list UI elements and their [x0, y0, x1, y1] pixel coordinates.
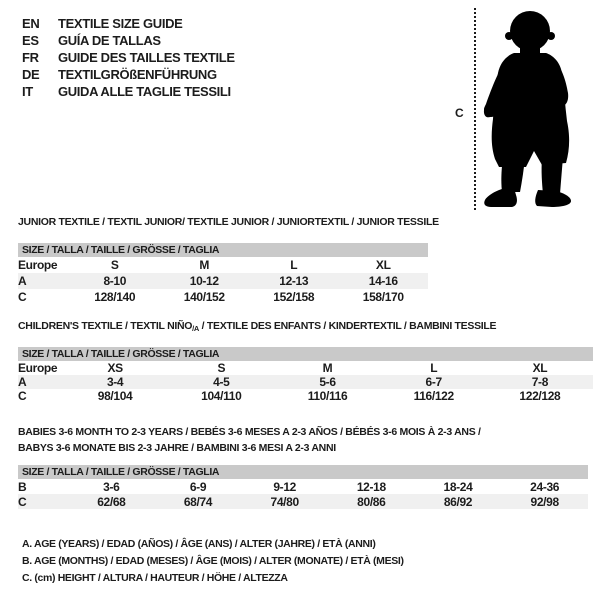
table-cell: 10-12 — [189, 274, 219, 288]
legend-line: A. AGE (YEARS) / EDAD (AÑOS) / ÂGE (ANS) / ALTER (JAHRE) / ETÀ (ANNI) — [22, 538, 376, 550]
language-label: TEXTILGRÖßENFÜHRUNG — [58, 67, 217, 82]
toddler-height-figure — [455, 6, 585, 212]
table-cell: 68/74 — [183, 494, 213, 509]
junior-size-header-bar: SIZE / TALLA / TAILLE / GRÖSSE / TAGLIA — [18, 243, 428, 257]
language-row — [22, 49, 235, 66]
language-code: ES — [22, 33, 39, 48]
language-guide-list — [22, 15, 235, 100]
table-cell: 3-6 — [103, 479, 120, 494]
table-cell: 9-12 — [273, 479, 296, 494]
table-row — [18, 389, 593, 403]
table-cell: 80/86 — [357, 494, 386, 509]
measure-legend — [22, 536, 404, 587]
table-cell: 24-36 — [530, 479, 560, 494]
children-title-prefix: CHILDREN'S TEXTILE / TEXTIL NIÑO — [18, 320, 193, 332]
babies-section-title — [18, 424, 481, 456]
row-label: A — [18, 274, 27, 288]
table-cell: 104/110 — [201, 389, 242, 403]
row-label: Europe — [18, 361, 58, 375]
table-cell: XL — [375, 258, 391, 272]
language-row — [22, 32, 235, 49]
row-label: C — [18, 389, 27, 403]
language-label: GUIDE DES TAILLES TEXTILE — [58, 50, 235, 65]
table-cell: XL — [532, 361, 548, 375]
table-cell: M — [322, 361, 333, 375]
junior-section-title: JUNIOR TEXTILE / TEXTIL JUNIOR/ TEXTILE JUNIOR / JUNIORTEXTIL / JUNIOR TESSILE — [18, 216, 439, 228]
row-label: C — [18, 290, 27, 304]
table-cell: L — [290, 258, 298, 272]
height-dotted-line — [474, 8, 476, 210]
table-cell: 110/116 — [307, 389, 348, 403]
table-cell: 18-24 — [443, 479, 473, 494]
language-row — [22, 66, 235, 83]
children-title-subscript: /A — [192, 324, 200, 333]
table-cell: 86/92 — [443, 494, 473, 509]
table-cell: 3-4 — [106, 375, 124, 389]
language-label: GUÍA DE TALLAS — [58, 33, 161, 48]
table-row — [18, 479, 588, 494]
table-cell: 5-6 — [319, 375, 336, 389]
babies-title-line2: BABYS 3-6 MONATE BIS 2-3 JAHRE / BAMBINI 3-6 MESI A 2-3 ANNI — [18, 442, 336, 454]
legend-line: C. (cm) HEIGHT / ALTURA / HAUTEUR / HÖHE / ALTEZZA — [22, 572, 288, 584]
babies-size-header-bar: SIZE / TALLA / TAILLE / GRÖSSE / TAGLIA — [18, 465, 588, 479]
table-cell: 12-18 — [356, 479, 386, 494]
table-cell: 74/80 — [270, 494, 299, 509]
language-code: EN — [22, 16, 40, 31]
table-cell: XS — [107, 361, 123, 375]
table-cell: 8-10 — [103, 274, 127, 288]
table-cell: 4-5 — [213, 375, 230, 389]
table-row — [18, 494, 588, 509]
junior-size-table — [18, 243, 428, 305]
table-row — [18, 289, 428, 305]
children-section-title — [18, 320, 496, 333]
children-size-table — [18, 347, 593, 403]
table-cell: 122/128 — [519, 389, 561, 403]
language-row — [22, 15, 235, 32]
table-row — [18, 257, 428, 273]
table-cell: 140/152 — [183, 290, 225, 304]
table-cell: 12-13 — [279, 274, 309, 288]
row-label: A — [18, 375, 27, 389]
table-cell: 128/140 — [94, 290, 136, 304]
table-cell: 14-16 — [368, 274, 398, 288]
table-cell: 98/104 — [97, 389, 133, 403]
table-cell: L — [430, 361, 438, 375]
toddler-silhouette-icon — [482, 9, 580, 207]
children-title-suffix: / TEXTILE DES ENFANTS / KINDERTEXTIL / BAMBINI TESSILE — [199, 320, 497, 332]
height-measure-label: C — [455, 106, 464, 120]
legend-line: B. AGE (MONTHS) / EDAD (MESES) / ÂGE (MOIS) / ALTER (MONATE) / ETÀ (MESI) — [22, 555, 404, 567]
table-cell: 6-7 — [425, 375, 442, 389]
table-row — [18, 361, 593, 375]
babies-title-line1: BABIES 3-6 MONTH TO 2-3 YEARS / BEBÉS 3-6 MESES A 2-3 AÑOS / BÉBÉS 3-6 MOIS À 2-3 ANS / — [18, 426, 481, 438]
row-label: Europe — [18, 258, 58, 272]
table-cell: 116/122 — [413, 389, 454, 403]
row-label: B — [18, 479, 27, 494]
table-cell: 6-9 — [189, 479, 207, 494]
table-cell: 158/170 — [362, 290, 404, 304]
table-cell: 62/68 — [97, 494, 126, 509]
table-cell: 92/98 — [530, 494, 559, 509]
table-cell: S — [217, 361, 226, 375]
table-cell: 152/158 — [273, 290, 315, 304]
table-cell: M — [199, 258, 210, 272]
table-row — [18, 273, 428, 289]
children-size-header-bar: SIZE / TALLA / TAILLE / GRÖSSE / TAGLIA — [18, 347, 593, 361]
table-cell: S — [110, 258, 119, 272]
row-label: C — [18, 494, 27, 509]
language-row — [22, 83, 235, 100]
table-row — [18, 375, 593, 389]
language-label: TEXTILE SIZE GUIDE — [58, 16, 183, 31]
language-label: GUIDA ALLE TAGLIE TESSILI — [58, 84, 231, 99]
language-code: DE — [22, 67, 40, 82]
babies-size-table — [18, 465, 588, 509]
language-code: FR — [22, 50, 39, 65]
table-cell: 7-8 — [531, 375, 549, 389]
language-code: IT — [22, 84, 33, 99]
